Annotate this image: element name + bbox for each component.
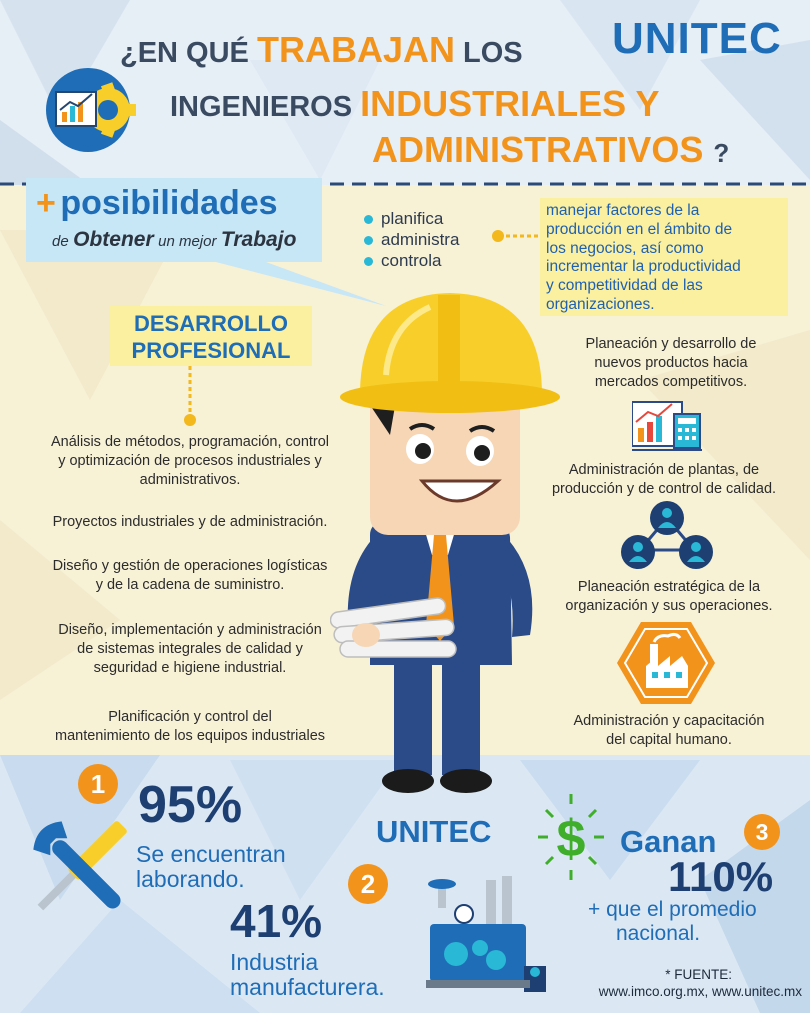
left-item-logistica: Diseño y gestión de operaciones logísticas y de la cadena de suministro.: [52, 558, 328, 593]
stat-3-desc: + que el promedio nacional.: [588, 898, 757, 945]
stat-2-desc: Industria manufacturera.: [230, 949, 385, 1000]
verb-item: planifica: [364, 209, 459, 230]
title-industriales: INDUSTRIALES Y: [360, 83, 660, 124]
stat-badge-2: 2: [348, 864, 388, 904]
right-item-estrategica: Planeación estratégica de la organización y sus operaciones.: [565, 579, 773, 614]
desarrollo-connector: [180, 366, 200, 430]
gear-chart-icon: [42, 62, 138, 158]
title-ingenieros: INGENIEROS: [170, 91, 353, 123]
title-trabajan: TRABAJAN: [256, 29, 455, 70]
stat-2-value: 41%: [230, 895, 323, 947]
factors-note: manejar factores de la producción en el ámbito de los negocios, así como incrementar la productividad y competitividad de las organizaciones.: [540, 198, 788, 316]
title-question-open: ¿EN QUÉ: [120, 37, 249, 69]
banner-posibilidades: posibilidades: [60, 184, 278, 222]
left-item-mantenimiento: Planificación y control del mantenimiento de los equipos industriales: [54, 709, 326, 744]
banner-un-mejor: un mejor: [158, 233, 217, 250]
note-connector: [490, 226, 546, 246]
chart-calculator-icon: [632, 398, 704, 454]
dollar-glyph: $: [556, 810, 586, 868]
right-item-productos: Planeación y desarrollo de nuevos productos hacia mercados competitivos.: [585, 336, 757, 390]
stat-badge-1: 1: [78, 764, 118, 804]
machinery-icon: [408, 876, 554, 998]
verbs-list: [364, 209, 459, 272]
unitec-logo: UNITEC: [612, 14, 782, 63]
right-item-plantas: Administración de plantas, de producción y de control de calidad.: [551, 462, 777, 497]
title-question-close: ?: [713, 138, 730, 168]
stat-badge-3: 3: [744, 814, 780, 850]
dollar-icon: [534, 792, 608, 882]
verb-item: controla: [364, 251, 459, 272]
left-item-proyectos: Proyectos industriales y de administración.: [52, 514, 328, 530]
stat-1-desc: Se encuentran laborando.: [136, 841, 286, 892]
banner-obtener: Obtener: [73, 228, 154, 251]
unitec-footer-logo: UNITEC: [376, 814, 492, 849]
desarrollo-profesional-box: DESARROLLO PROFESIONAL: [110, 306, 312, 366]
team-network-icon: [620, 500, 714, 570]
source-note: * FUENTE: www.imco.org.mx, www.unitec.mx: [598, 967, 802, 999]
verb-item: administra: [364, 230, 459, 251]
left-item-analisis: Análisis de métodos, programación, control y optimización de procesos industriales y administrativos.: [50, 434, 330, 488]
banner-plus: +: [36, 184, 56, 222]
wrench-screwdriver-icon: [26, 812, 134, 924]
stat-3-ganan: Ganan: [620, 824, 717, 859]
factory-hexagon-icon: [616, 620, 716, 706]
banner-de: de: [52, 233, 69, 250]
left-item-calidad: Diseño, implementación y administración de sistemas integrales de calidad y seguridad e higiene industrial.: [58, 622, 322, 676]
title-los: LOS: [463, 37, 523, 69]
stat-1-value: 95%: [138, 776, 243, 834]
stat-3-value: 110%: [668, 853, 774, 900]
posibilidades-banner: [36, 186, 326, 266]
banner-trabajo: Trabajo: [220, 228, 297, 251]
right-item-capital-humano: Administración y capacitación del capital humano.: [573, 713, 765, 748]
title-administrativos: ADMINISTRATIVOS: [372, 129, 704, 170]
